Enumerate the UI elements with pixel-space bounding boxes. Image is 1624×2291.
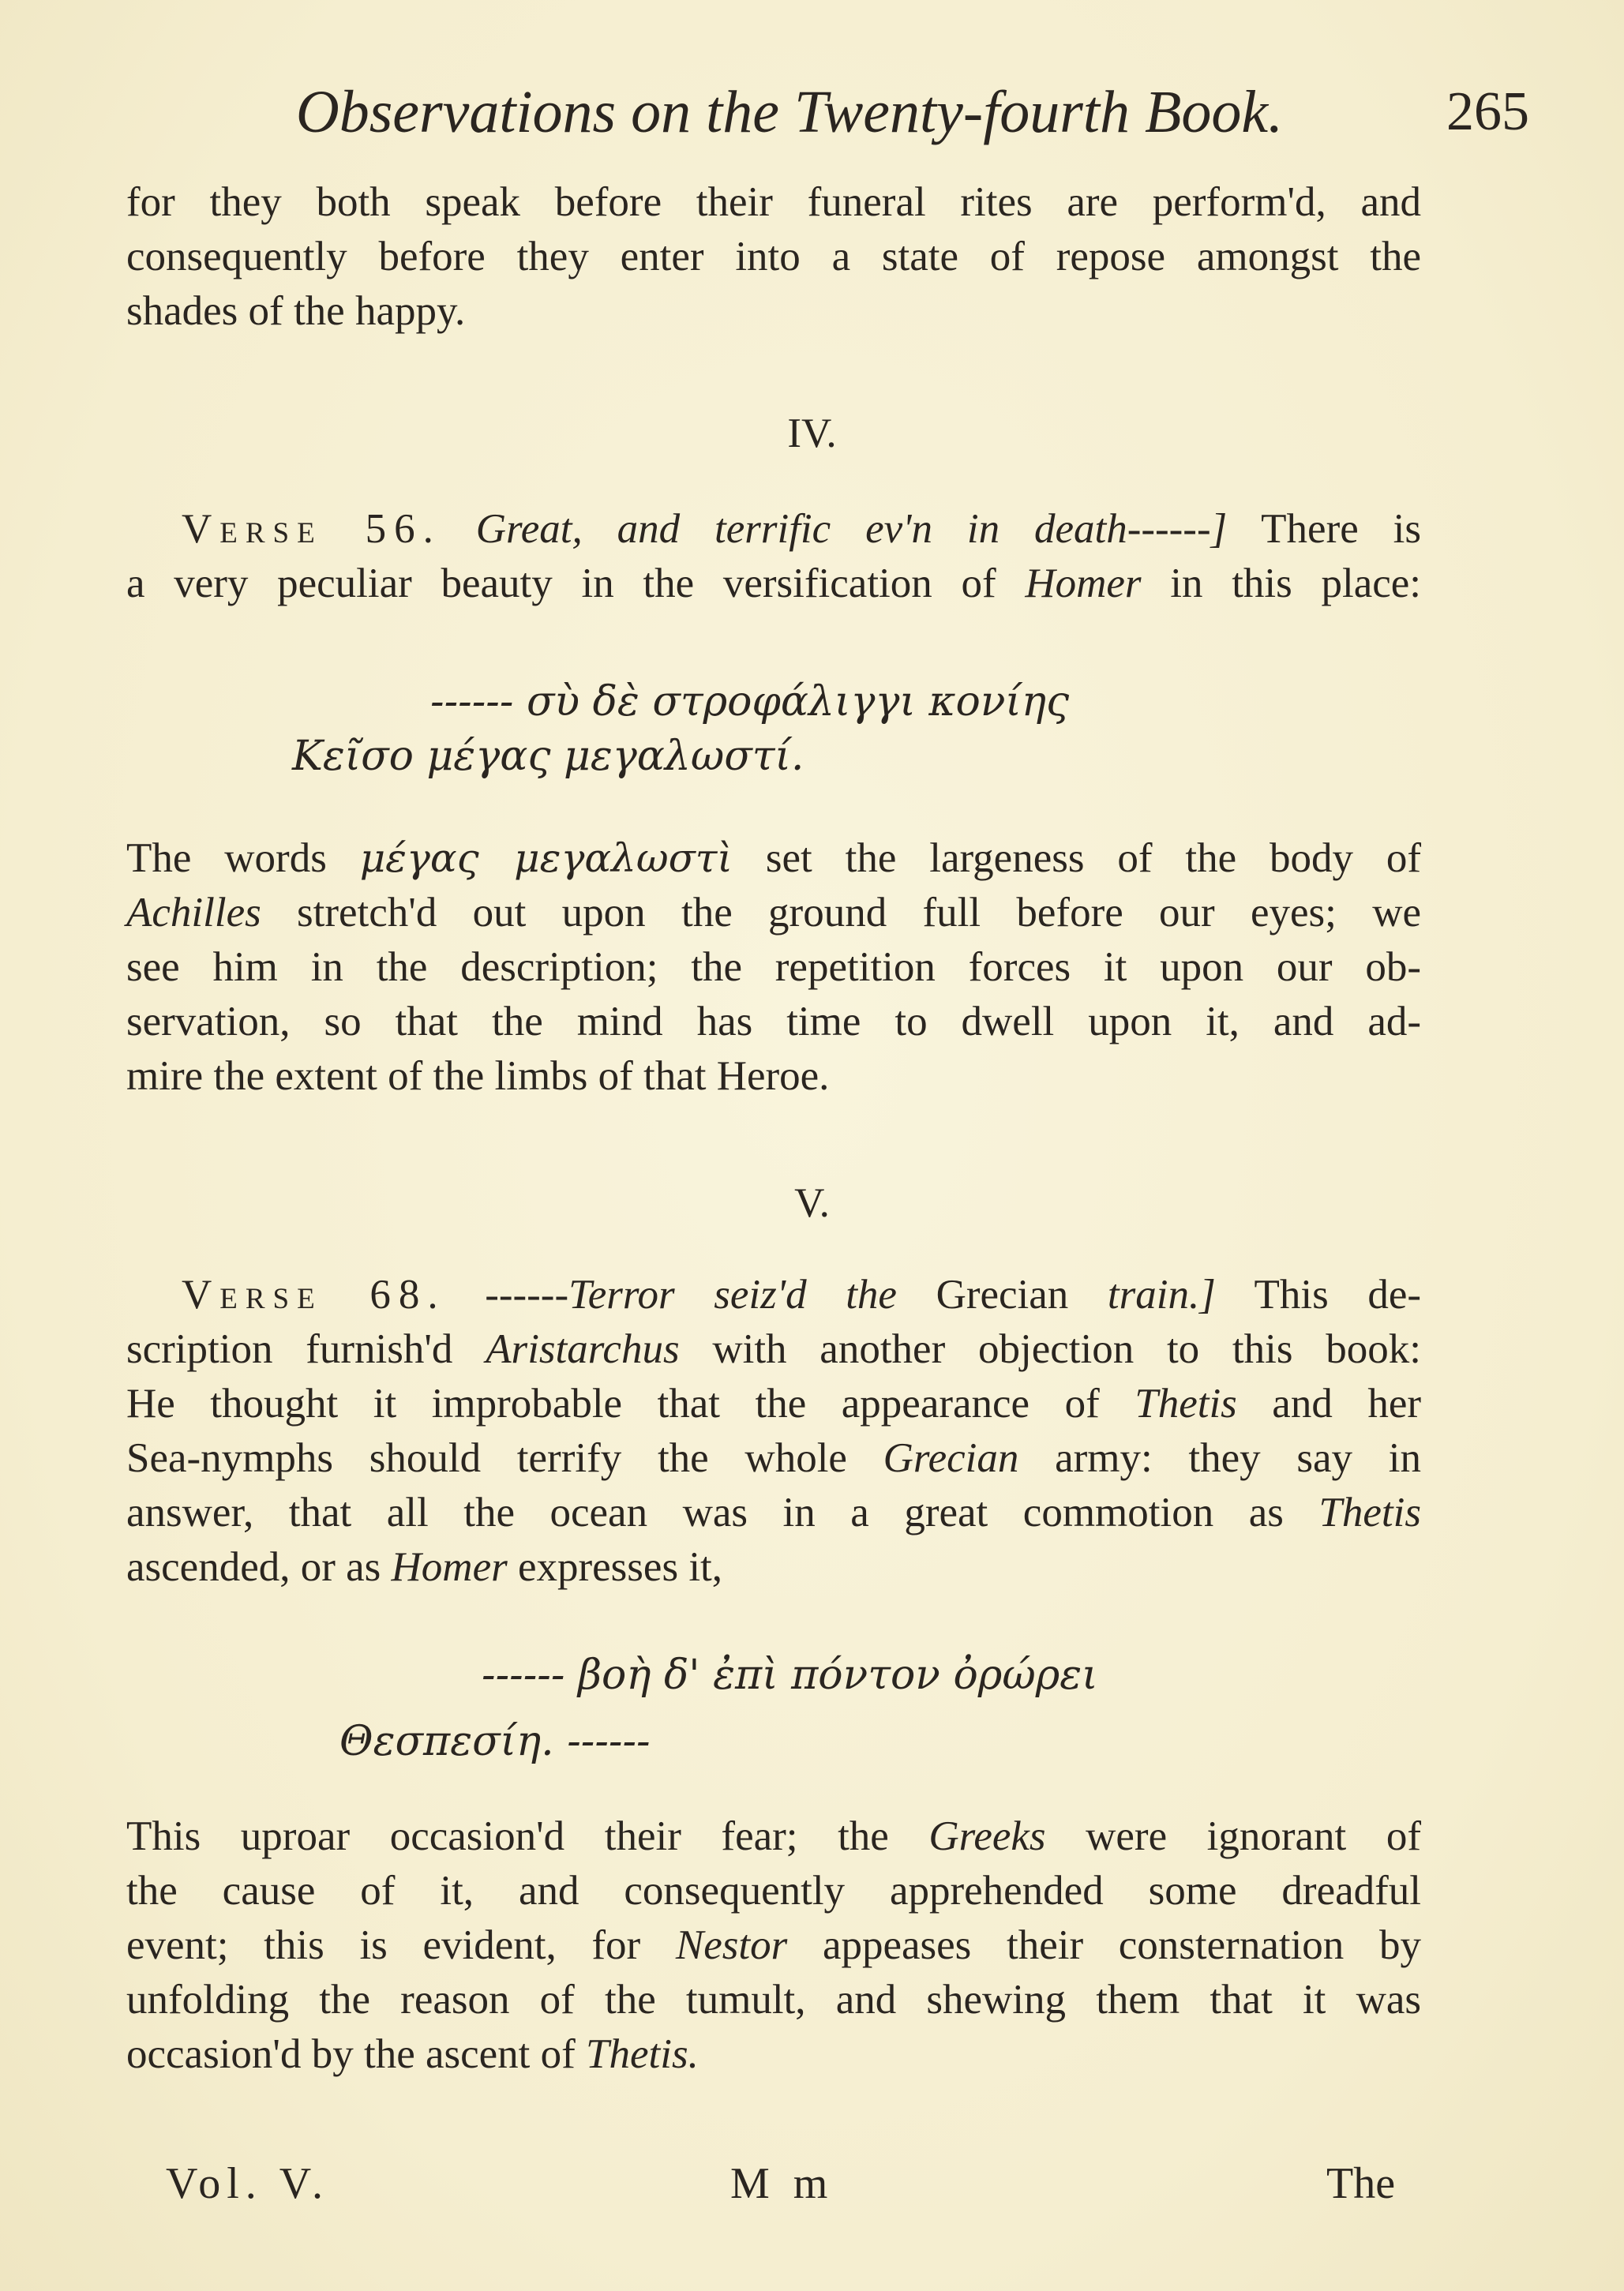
catchword: The (1326, 2159, 1396, 2208)
volume-signature: Vol. V. (166, 2159, 329, 2208)
text-line (126, 1918, 1421, 1973)
text-line (126, 831, 1421, 886)
text-line (126, 557, 1421, 611)
text-span: occasion'd by the ascent of (126, 2031, 587, 2077)
text-span: with another objection to this book: (679, 1326, 1421, 1372)
text-line (126, 1377, 1421, 1431)
text-span: This de- (1254, 1272, 1422, 1318)
greek-quotation-line: Κεῖσο μέγας μεγαλωστί. (292, 733, 804, 780)
text-span: This uproar occasion'd their fear; the (126, 1813, 929, 1859)
greek-phrase: μέγας μεγαλωστὶ (359, 835, 733, 881)
text-line: consequently before they enter into a state of repose amongst the (126, 234, 1421, 279)
text-span: scription furnish'd (126, 1326, 486, 1372)
text-line: see him in the description; the repetition forces it upon our ob- (126, 944, 1421, 990)
text-span: set the largeness of the body of (733, 835, 1421, 881)
text-line: unfolding the reason of the tumult, and shewing them that it was (126, 1977, 1421, 2023)
text-span: army: they say in (1018, 1435, 1421, 1481)
text-span: He thought it improbable that the appearance of (126, 1381, 1135, 1427)
text-line (126, 1268, 1421, 1322)
proper-name: Aristarchus (486, 1326, 680, 1372)
text-line (126, 1322, 1421, 1377)
section-iv-commentary (126, 831, 1421, 1104)
section-v-note (126, 1268, 1421, 1595)
proper-name: Thetis. (586, 2031, 699, 2077)
running-title: Observations on the Twenty-fourth Book. (295, 79, 1284, 145)
verse-label: Verse 68. (182, 1272, 446, 1318)
text-span: stretch'd out upon the ground full before our eyes; we (261, 890, 1421, 936)
proper-name: Grecian (883, 1435, 1019, 1481)
text-line (126, 886, 1421, 940)
section-iv-note (126, 502, 1421, 611)
greek-quotation-line: Θεσπεσίη. ------ (339, 1718, 651, 1765)
text-line (126, 502, 1421, 557)
text-line: servation, so that the mind has time to dwell upon it, and ad- (126, 999, 1421, 1044)
text-span: event; this is evident, for (126, 1922, 676, 1968)
proper-name: Achilles (126, 890, 261, 936)
proper-name: Thetis (1135, 1381, 1237, 1427)
paragraph-continuation (126, 175, 1421, 339)
proper-name: Greeks (928, 1813, 1046, 1859)
proper-name: Homer (1025, 561, 1142, 606)
text-span: Sea-nymphs should terrify the whole (126, 1435, 883, 1481)
text-line (126, 1540, 1421, 1595)
text-span: There is (1261, 506, 1421, 552)
page-header (0, 73, 1624, 152)
text-line (126, 2027, 1421, 2082)
greek-quotation-line: ------ σὺ δὲ στροφάλιγγι κονίης (430, 678, 1070, 726)
text-span: The words (126, 835, 360, 881)
proper-name: Thetis (1318, 1490, 1421, 1535)
text-line: the cause of it, and consequently apprehended some dreadful (126, 1868, 1421, 1914)
section-numeral-v: V. (794, 1180, 830, 1226)
section-v-commentary (126, 1809, 1421, 2082)
text-span: appeases their consternation by (787, 1922, 1421, 1968)
greek-quotation-line: ------ βοὴ δ' ἐπὶ πόντον ὀρώρει (482, 1652, 1098, 1699)
page-number: 265 (1446, 81, 1529, 142)
text-span: in this place: (1141, 561, 1421, 606)
verse-label: Verse 56. (182, 506, 441, 552)
text-line: mire the extent of the limbs of that Heroe. (126, 1053, 830, 1099)
text-span: Grecian (936, 1272, 1069, 1318)
verse-quote: train.] (1107, 1272, 1216, 1318)
text-line (126, 1809, 1421, 1864)
text-span: answer, that all the ocean was in a great commotion as (126, 1490, 1319, 1535)
verse-quote: ------Terror seiz'd the (485, 1272, 897, 1318)
text-span: ascended, or as (126, 1544, 392, 1590)
text-line (126, 1431, 1421, 1486)
text-line (126, 1486, 1421, 1540)
text-span: and her (1236, 1381, 1421, 1427)
text-span: a very peculiar beauty in the versification of (126, 561, 1026, 606)
proper-name: Homer (391, 1544, 508, 1590)
text-span: expresses it, (507, 1544, 723, 1590)
text-span: were ignorant of (1045, 1813, 1422, 1859)
page-footer (0, 2152, 1624, 2215)
proper-name: Nestor (675, 1922, 788, 1968)
text-line: shades of the happy. (126, 288, 466, 334)
text-line: for they both speak before their funeral rites are perform'd, and (126, 179, 1421, 225)
gathering-mark: M m (730, 2159, 835, 2208)
verse-quote: Great, and terrific ev'n in death------] (475, 506, 1228, 552)
section-numeral-iv: IV. (787, 411, 837, 456)
